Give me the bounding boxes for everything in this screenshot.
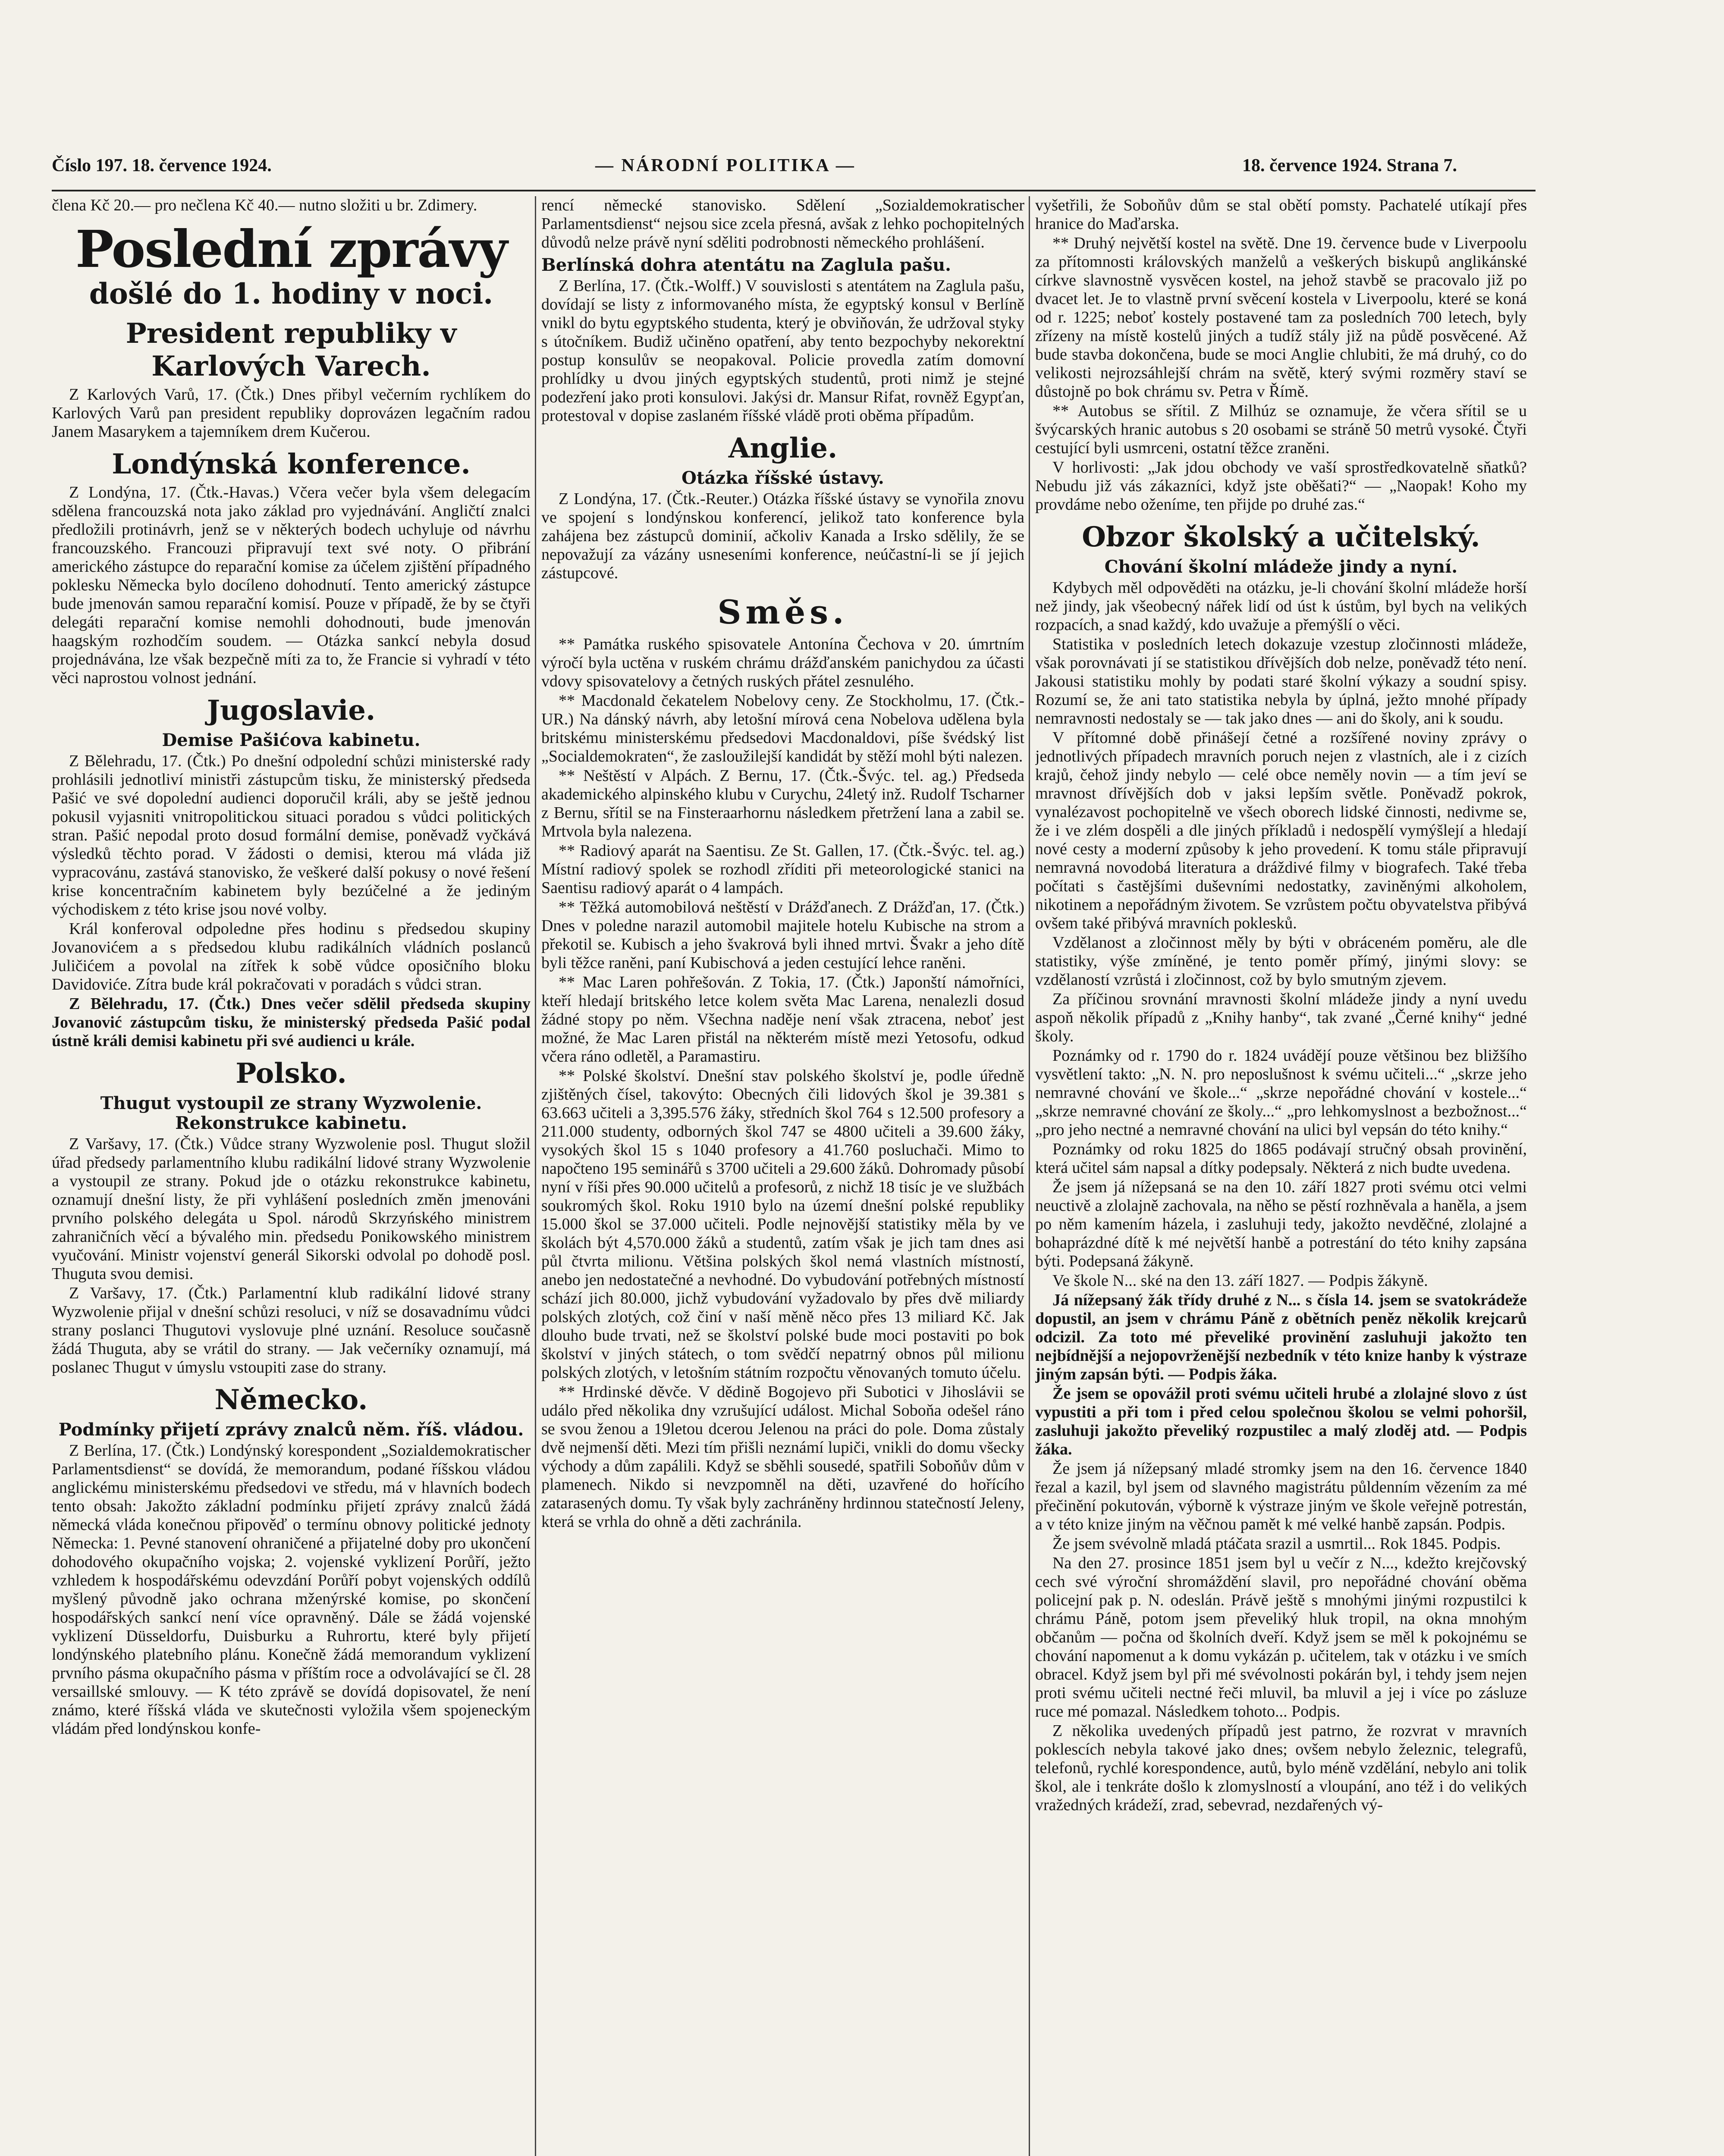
heading-smes: Směs. [717, 593, 848, 631]
article-germany-cont: rencí německé stanovisko. Sdělení „Sozialdemokratischer Parlamentsdienst“ nejsou sice zcela přesná, avšak z lehko pochopitelných důvodů nelze právě nyní sděliti podrobnosti německého prohlášení. [541, 196, 1024, 251]
heading-england: Anglie. [728, 432, 838, 464]
subheading-germany: Podmínky přijetí zprávy znalců něm. říš. vládou. [58, 1420, 524, 1440]
article-jugoslavia-2: Král konferoval odpoledne přes hodinu s předsedou skupiny Jovanovićem a s předsedou klubu radikálních vládních poslanců Juličićem a povolal na zítřek k sobě vůdce oposičního bloku Davidoviće. Zítra bude král pokračovati v poradách s vůdci stran. [52, 920, 531, 993]
school-paragraph-8: Že jsem já nížepsaná se na den 10. září 1827 proti svému otci velmi neuctivě a zlolajně zachovala, na něho se pěstí rozhněvala a haněla, a jsem po něm kamením házela, i zasluhuji tedy, jakožto nevděčné, zlolajné a bohaprázdné dítě k mé největší hanbě a potrestání do této knihy zapsána býti. Podepsaná žákyně. [1035, 1178, 1527, 1270]
subheading-jugoslavia: Demise Pašićova kabinetu. [162, 730, 421, 750]
heading-germany: Německo. [214, 1384, 368, 1416]
header-issue: Číslo 197. 18. července 1924. [52, 156, 272, 175]
school-paragraph-4: Vzdělanost a zločinnost měly by býti v obráceném poměru, ale dle statistiky, výše zmíněné, je tento poměr přímý, jinými slovy: se vzdělaností vzrůstá i zločinnost, což by bylo smutným zjevem. [1035, 934, 1527, 989]
column-divider-1 [535, 196, 536, 2156]
school-paragraph-6: Poznámky od r. 1790 do r. 1824 uvádějí pouze většinou bez bližšího vysvětlení takto: „N. N. pro neposlušnost k svému učiteli...“ „skrze jeho nemravné chování ve škole...“ „skrze nepořádné chování v kostele...“ „skrze nemravné chování ze školy...“ „pro lehkomyslnost a bezbožnost...“ „pro jeho nectné a nemravné chování na ulici byl vepsán do této knihy.“ [1035, 1047, 1527, 1139]
subheading-school: Chování školní mládeže jindy a nyní. [1104, 557, 1458, 577]
item-polish-schools: ** Polské školství. Dnešní stav polského školství je, podle úředně zjištěných čísel, takovýto: Obecných čili lidových škol je 39.381 s 63.663 učiteli a 3,395.576 žáky, středních škol 764 s 12.500 profesory a 211.000 studenty, odborných škol 747 se 4800 učiteli a 39.600 žáky, vysokých škol 15 s 1040 profesory a 41.760 posluchači. Mimo to napočteno 195 seminářů s 3700 učiteli a 29.600 žáků. Dohromady působí nyní v říši přes 90.000 učitelů a profesorů, z nichž 18 tisíc je ve službách soukromých škol. Roku 1910 bylo na území dnešní polské republiky 15.000 škol se 37.000 učiteli. Podle nejnovější statistiky měla by ve školách být 4,570.000 žáků a studentů, zatím však je jich tam dnes asi půl čtvrta milionu. Většina polských škol nemá vlastních místností, anebo jen nedostatečné a nevhodné. Do vybudování potřebných místností schází jich 80.000, jichž vybudování vyžadovalo by přes dvě miliardy polských zlotých, což činí v naší měně něco přes 13 miliard Kč. Jak dlouho bude trvati, než se školství polské bude moci postaviti po bok školství v jiných státech, o tom svědčí nepatrný obnos půl milionu polských zlotých, v letošním státním rozpočtu věnovaných tomuto účelu. [541, 1067, 1024, 1382]
item-chekhov: ** Památka ruského spisovatele Antonína Čechova v 20. úmrtním výročí byla uctěna v ruském chrámu drážďanském panichydou za účasti vdovy spisovatelovy a četných ruských přátel zesnulého. [541, 635, 1024, 690]
heading-jugoslavia: Jugoslavie. [207, 694, 376, 727]
item-saentis: ** Radiový aparát na Saentisu. Ze St. Gallen, 17. (Čtk.-Švýc. tel. ag.) Místní radiový spolek se rozhodl zříditi při meteorologické stanici na Saentisu radiový aparát o 4 lampách. [541, 842, 1024, 897]
article-poland-2: Z Varšavy, 17. (Čtk.) Parlamentní klub radikální lidové strany Wyzwolenie přijal v dnešní schůzi resoluci, v níž se dosavadnímu vůdci strany poslanci Thugutovi vyslovuje plné uznání. Resoluce současně žádá Thuguta, aby se vrátil do strany. — Jak večerníky oznamují, má poslanec Thugut v úmyslu vstoupiti zase do strany. [52, 1284, 531, 1376]
column-3 [1035, 196, 1527, 2156]
school-paragraph-10: Já nížepsaný žák třídy druhé z N... s čísla 14. jsem se svatokrádeže dopustil, an jsem v chrámu Páně z obětních peněz několik krejcarů odcizil. Za toto mé převeliké provinění zasluhuji jakožto ten nejbídnější a nejopovrženější nezbedník v této knize hanby k výstraze jiným zapsán býti. — Podpis žáka. [1035, 1291, 1527, 1383]
school-paragraph-3: V přítomné době přinášejí četné a rozšířené noviny zprávy o jednotlivých případech mravních poruch nejen z vlastních, ale i z cizích krajů, čehož jindy nebylo — celé obce neměly novin — a tím jeví se mravnost dřívějších dob v jaksi lepším světle. Poněvadž pokrok, vynalézavost pochopitelně ve všech oborech lidské činnosti, nedivme se, že i ve zlém dospěli a dle jiných příkladů i nedospělí vymýšlejí a hledají nové cesty a moderní způsoby k jeho provedení. K tomu stále připravují nemravná novodobá literatura a dráždivé filmy v biografech. Také třeba počítati s častějšími duševními nedostatky, zaviněnými alkoholem, nikotinem a nepořádným životem. Se vzrůstem počtu obyvatelstva přibývá ovšem také přibývá mravních poklesků. [1035, 729, 1527, 932]
subheading-poland: Thugut vystoupil ze strany Wyzwolenie. Rekonstrukce kabinetu. [100, 1093, 482, 1133]
page-header [52, 155, 1527, 185]
school-paragraph-11: Že jsem se opovážil proti svému učiteli hrubé a zlolajné slovo z úst vypustiti a při tom i před celou společnou školou se velmi pohoršil, zasluhuji jakožto převeliký rozpustilec a malý zloděj atd. — Podpis žáka. [1035, 1385, 1527, 1458]
item-maclaren: ** Mac Laren pohřešován. Z Tokia, 17. (Čtk.) Japonští námořníci, kteří hledají britského letce kolem světa Mac Larena, nenalezli dosud žádné stopy po něm. Všechna naděje není však ztracena, neboť jest možné, že Mac Laren přistál na některém místě mezi Yetosofu, odkud včera ráno odletěl, a Paramastiru. [541, 973, 1024, 1065]
article-berlin: Z Berlína, 17. (Čtk.-Wolff.) V souvislosti s atentátem na Zaglula pašu, dovídají se listy z informovaného místa, že egyptský konsul v Berlíně vnikl do bytu egyptského studenta, který je obviňován, že udržoval styky s útočníkem. Budiž učiněno opatření, aby tento bezpochyby nekorektní postup konsulův se neopakoval. Policie provedla zatím domovní prohlídky u dvou jiných egyptských studentů, proti nimž je stejné podezření jako proti konsulovi. Jakýsi dr. Mansur Rifat, rovněž Egypťan, protestoval v dopise zaslaném říšské vládě proti oběma případům. [541, 277, 1024, 425]
item-autobus: ** Autobus se sřítil. Z Milhúz se oznamuje, že včera sřítil se u švýcarských hranic autobus s 20 osobami se stráně 50 metrů vysoké. Čtyři cestující byli usmrceni, ostatní těžce zraněni. [1035, 402, 1527, 457]
school-paragraph-13: Že jsem svévolně mladá ptáčata srazil a usmrtil... Rok 1845. Podpis. [1052, 1535, 1501, 1553]
school-paragraph-7: Poznámky od roku 1825 do 1865 podávají stručný obsah provinění, která učitel sám napsal a dítky podepsaly. Některá z nich budte uvedena. [1035, 1140, 1527, 1177]
heading-school: Obzor školský a učitelský. [1082, 521, 1480, 553]
header-rule [52, 190, 1536, 191]
article-poland-1: Z Varšavy, 17. (Čtk.) Vůdce strany Wyzwolenie posl. Thugut složil úřad předsedy parlamentního klubu radikální lidové strany Wyzwolenie a vystoupil ze strany. Pokud jde o otázku rekonstrukce kabinetu, oznamují dnešní listy, že při vyhlášení posledních změn jmenováni prvního polského delegáta u Spol. národů Skrzyńského ministrem zahraničních věcí a bývalého min. předsedu Ponikowského ministrem vyučování. Ministr vojenství generál Sikorski odvolal po dohodě posl. Thuguta svou demisi. [52, 1135, 531, 1283]
article-jugoslavia-1: Z Bělehradu, 17. (Čtk.) Po dnešní odpolední schůzi ministerské rady prohlásili jednotliví ministři zástupcům tisku, že ministerský předseda Pašić ve své dopolední audienci doporučil králi, aby se ještě jednou pokusil vyjasniti vnitropolitickou situaci poradou s vůdci politických stran. Pašić nepodal proto dosud formální demise, poněvadž vyčkává výsledků těchto porad. V žádosti o demisi, kterou má vláda již vypracovánu, zastává stanovisko, že veškeré další pokusy o nové řešení krise koncentračním kabinetem byly bezúčelné a že jediným východiskem z této krise jsou nové volby. [52, 752, 531, 918]
item-dresden: ** Těžká automobilová neštěstí v Drážďanech. Z Drážďan, 17. (Čtk.) Dnes v poledne narazil automobil majitele hotelu Kubische na strom a překotil se. Kubisch a jeho švakrová byli ihned mrtvi. Švakr a jeho dítě byli těžce raněni, paní Kubischová a jeden cestující lehce raněni. [541, 898, 1024, 972]
school-paragraph-15: Z několika uvedených případů jest patrno, že rozvrat v mravních poklescích nebyla takové jako dnes; ovšem nebylo železnic, telegrafů, telefonů, rychlé korespondence, autů, bylo méně vzdělání, nebylo ani tolik škol, ale i tenkráte došlo k zlomyslností a vloupání, ano též i do velikých vražedných krádeží, zrad, sebevrad, nezdařených vý- [1035, 1722, 1527, 1814]
item-joke: V horlivosti: „Jak jdou obchody ve vaší sprostředkovatelně sňatků? Nebudu již vás zákazníci, když jste oběšati?“ — „Naopak! Koho my provdáme nebo oženíme, ten přijde po druhé zas.“ [1035, 458, 1527, 514]
heading-president: President republiky v Karlových Varech. [126, 317, 457, 382]
item-alps: ** Neštěstí v Alpách. Z Bernu, 17. (Čtk.-Švýc. tel. ag.) Předseda akademického alpinského klubu v Curychu, 24letý inž. Rudolf Tscharner z Bernu, sřítil se na Finsteraarhornu následkem přetržení lana a zabil se. Mrtvola byla nalezena. [541, 767, 1024, 840]
top-note: člena Kč 20.— pro nečlena Kč 40.— nutno složiti u br. Zdimery. [52, 196, 477, 214]
header-masthead: — NÁRODNÍ POLITIKA — [595, 156, 856, 175]
article-england: Z Londýna, 17. (Čtk.-Reuter.) Otázka říšské ústavy se vynořila znovu ve spojení s londýnskou konferencí, jelikož tato konference byla zahájena bez zástupců dominií, ačkoliv Kanada a Irsko sdělily, že se nepovažují za vázány usneseními konference, neúčastní-li se jí jejich zástupcové. [541, 490, 1024, 582]
article-london: Z Londýna, 17. (Čtk.-Havas.) Včera večer byla všem delegacím sdělena francouzská nota jako základ pro vyjednávání. Angličtí znalci předložili protinávrh, jenž se v některých bodech uchyluje od návrhu francouzského. Francouzi připravují text své noty. O přibrání amerického zástupce do reparační komise za účelem zjištění případného poklesku Německa bylo docíleno dohodnutí. Tento americký zástupce bude jmenován samou reparační komisí. Pouze v případě, že by se čtyři delegáti reparační komise nemohli dohodnouti, bude jmenován haagským rozhodčím soudem. — Otázka sankcí nebyla dosud projednávána, lze však bezpečně míti za to, že Francie si vyhradí v této věci naprostou volnost jednání. [52, 483, 531, 687]
column-2 [541, 196, 1024, 2156]
item-heroic-girl: ** Hrdinské děvče. V dědině Bogojevo při Subotici v Jihoslávii se událo před několika dny vzrušující událost. Michal Soboňa odešel ráno se svou ženou a 19letou dcerou Jelenou na práci do pole. Doma zůstaly dvě nejmenší děti. Mezi tím přišli neznámí lupiči, vnikli do domu všecky východy a dům zapálili. Když se sběhli sousedé, spatřili Soboňův dům v plamenech. Nikdo si nevzpomněl na děti, uzavřené do hořícího zatarasených domu. Ty však byly zachráněny hrdinnou statečností Jeleny, která se vrhla do ohně a děti zachránila. [541, 1383, 1024, 1531]
article-jugoslavia-3: Z Bělehradu, 17. (Čtk.) Dnes večer sdělil předseda skupiny Jovanović zástupcům tisku, že ministerský předseda Pašić podal ústně králi demisi kabinetu při své audienci u krále. [52, 995, 531, 1050]
heading-berlin: Berlínská dohra atentátu na Zaglula pašu. [541, 255, 951, 275]
school-paragraph-1: Kdybych měl odpověděti na otázku, je-li chování školní mládeže horší než jindy, jak všeobecný nářek lidí od úst k ústům, byl bych na velikých rozpacích, a snad každý, kdo uvažuje a přemýšlí o věci. [1035, 579, 1527, 634]
main-subtitle: došlé do 1. hodiny v noci. [89, 277, 493, 310]
item-church: ** Druhý největší kostel na světě. Dne 19. července bude v Liverpoolu za přítomnosti královských manželů a veškerých biskupů anglikánské církve slavnostně vysvěcen kostel, na jehož stavbě se pracovalo již po dvacet let. Je to vlastně první svěcení kostela v Liverpoolu, které se koná od r. 1225; neboť kostely postavené tam za posledních 700 letech, byly zřízeny na místě kostelů jiných a tudíž stály již na půdě posvěcené. Až bude stavba dokončena, bude se moci Anglie chlubiti, že má druhý, co do velikosti nejrozsáhlejší chrám na světě, který svými rozměry staví se důstojně po bok chrámu sv. Petra v Římě. [1035, 234, 1527, 401]
item-macdonald: ** Macdonald čekatelem Nobelovy ceny. Ze Stockholmu, 17. (Čtk.-UR.) Na dánský návrh, aby letošní mírová cena Nobelova udělena byla britskému ministerskému předsedovi Macdonaldovi, píše švédský list „Socialdemokraten“, že zasloužilejší kandidát by stěží mohl býti nalezen. [541, 692, 1024, 765]
header-date-page: 18. července 1924. Strana 7. [1242, 156, 1457, 175]
main-title: Poslední zprávy [75, 219, 507, 279]
subheading-england: Otázka říšské ústavy. [681, 468, 884, 488]
school-paragraph-9: Ve škole N... ské na den 13. září 1827. — Podpis žákyně. [1052, 1272, 1428, 1290]
school-paragraph-12: Že jsem já nížepsaný mladé stromky jsem na den 16. července 1840 řezal a kazil, byl jsem od slavného magistrátu půldenním vězením za mé přečinění pokutován, výborně k výstraze jiným ve škole veřejně potrestán, a v této knize jiným na věčnou pamět k mé velké hanbě zapsán. Podpis. [1035, 1460, 1527, 1533]
column-1 [52, 196, 531, 2156]
item-heroic-girl-cont: vyšetřili, že Soboňův dům se stal obětí pomsty. Pachatelé utíkají přes hranice do Maďarska. [1035, 196, 1527, 233]
heading-london: Londýnská konference. [112, 448, 471, 480]
column-divider-2 [1029, 196, 1030, 2156]
article-germany: Z Berlína, 17. (Čtk.) Londýnský korespondent „Sozialdemokratischer Parlamentsdienst“ se dovídá, že memorandum, podané říšskou vládou anglickému ministerskému předsedovi ve středu, má v hlavních bodech tento obsah: Jakožto základní podmínku přijetí zprávy znalců žádá německá vláda konečnou připověď o termínu obnovy politické jednoty Německa: 1. Pevné stanovení ohraničené a přijatelné doby pro ukončení dohodového okupačního vojska; 2. vojenské vyklizení Porůří, ježto vzhledem k hospodářskému odevzdání Porůří pobyt vojenských oddílů myšlený původně jako ochrana mženýrské komise, po skončení hospodářských sankcí není více opravněný. Dále se žádá vojenské vyklizení Düsseldorfu, Duisburku a Ruhrortu, které byly přijetí londýnského platebního plánu. Konečně žádá memorandum vyklizení prvního pásma okupačního pásma v příštím roce a odvolávající se čl. 28 versaillské smlouvy. — K této zprávě se dovídá dopisovatel, že není známo, které říšská vláda ve skutečnosti vyložila všem spojeneckým vládám před londýnskou konfe- [52, 1442, 531, 1738]
article-president: Z Karlových Varů, 17. (Čtk.) Dnes přibyl večerním rychlíkem do Karlových Varů pan president republiky doprovázen legačním radou Janem Masarykem a tajemníkem drem Kučerou. [52, 385, 531, 441]
school-paragraph-2: Statistika v posledních letech dokazuje vzestup zločinnosti mládeže, však porovnávati jí se statistikou dřívějších dob nelze, poněvadž této není. Jakousi statistiku mohly by podati staré školní výkazy a soudní spisy. Rozumí se, že ani tato statistika nebyla by úplná, ježto mnohé případy nemravnosti nedostaly se — tak jako dnes — ani do školy, ani k soudu. [1035, 635, 1527, 727]
school-paragraph-5: Za příčinou srovnání mravnosti školní mládeže jindy a nyní uvedu aspoň několik případů z „Knihy hanby“, tak zvané „Černé knihy“ jedné školy. [1035, 990, 1527, 1045]
school-paragraph-14: Na den 27. prosince 1851 jsem byl u večír z N..., kdežto krejčovský cech své výroční shromáždění slavil, pro nepořádné chování oběma policejní pak p. N. odeslán. Právě ještě s mnohými jinými rozpustilci k chrámu Páně, potom jsem převeliký hluk tropil, na okna mnohým občanům — počna od školních dveří. Když jsem se měl k pokojnému se chování napomenut a k domu vykázán p. učitelem, tak v otázku i ve smích obracel. Když jsem byl při mé svévolnosti pokárán byl, i tehdy jsem nejen proti svému učiteli nectné řeči mluvil, ba mluvil a jej i více po zásluze ruce mé pomazal. Následkem tohoto... Podpis. [1035, 1554, 1527, 1720]
heading-poland: Polsko. [236, 1057, 347, 1090]
